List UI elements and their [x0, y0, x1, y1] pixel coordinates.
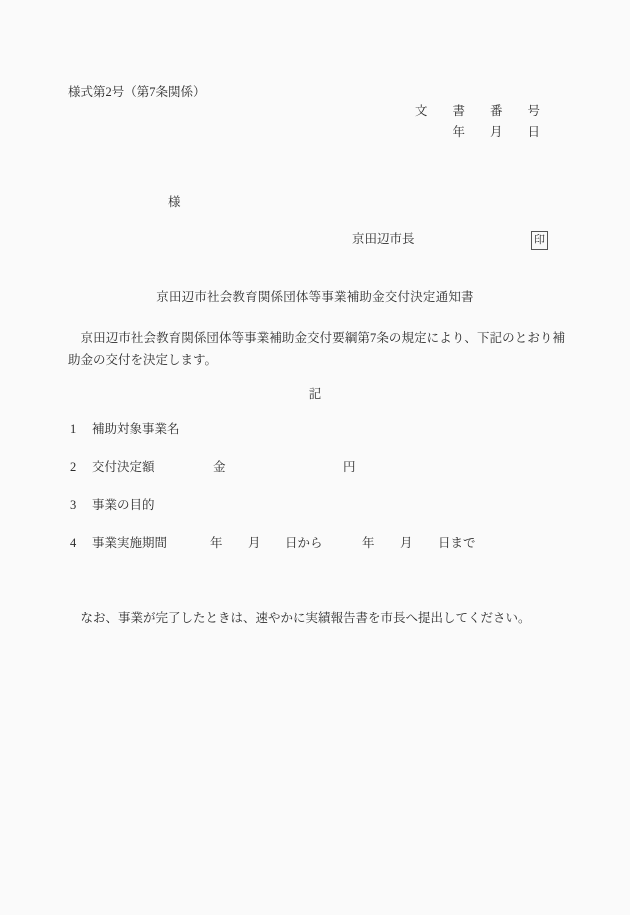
document-title: 京田辺市社会教育関係団体等事業補助金交付決定通知書: [156, 290, 474, 304]
item-label: 交付決定額: [92, 460, 155, 474]
form-number-label: 様式第2号（第7条関係）: [68, 85, 206, 99]
period-start-month: 月: [248, 536, 261, 550]
item-label: 補助対象事業名: [92, 422, 180, 436]
period-end-month: 月: [400, 536, 413, 550]
document-number-line: 文 書 番 号: [414, 104, 540, 118]
item-row-grant-amount: [0, 461, 630, 475]
sender-name: 京田辺市長: [352, 232, 415, 246]
body-paragraph: 京田辺市社会教育関係団体等事業補助金交付要綱第7条の規定により、下記のとおり補助金の交付を決定します。: [68, 331, 565, 367]
item-row-project-purpose: [0, 499, 630, 513]
item-number: 1: [70, 422, 77, 436]
date-line: 年 月 日: [452, 125, 540, 139]
item-row-subsidized-project: [0, 423, 630, 437]
period-end-day: 日まで: [438, 536, 476, 550]
period-start-day: 日から: [285, 536, 323, 550]
closing-note: なお、事業が完了したときは、速やかに実績報告書を市長へ提出してください。: [68, 611, 531, 625]
item-label: 事業実施期間: [92, 536, 168, 550]
item-number: 3: [70, 498, 77, 512]
record-marker: 記: [308, 387, 322, 401]
item-number: 2: [70, 460, 77, 474]
amount-suffix: 円: [343, 460, 356, 474]
amount-prefix: 金: [213, 460, 226, 474]
item-label: 事業の目的: [92, 498, 155, 512]
seal-mark: 印: [531, 231, 548, 250]
period-start-year: 年: [210, 536, 223, 550]
item-row-project-period: [0, 537, 630, 551]
item-number: 4: [70, 536, 77, 550]
period-end-year: 年: [362, 536, 375, 550]
addressee-suffix: 様: [168, 195, 181, 209]
